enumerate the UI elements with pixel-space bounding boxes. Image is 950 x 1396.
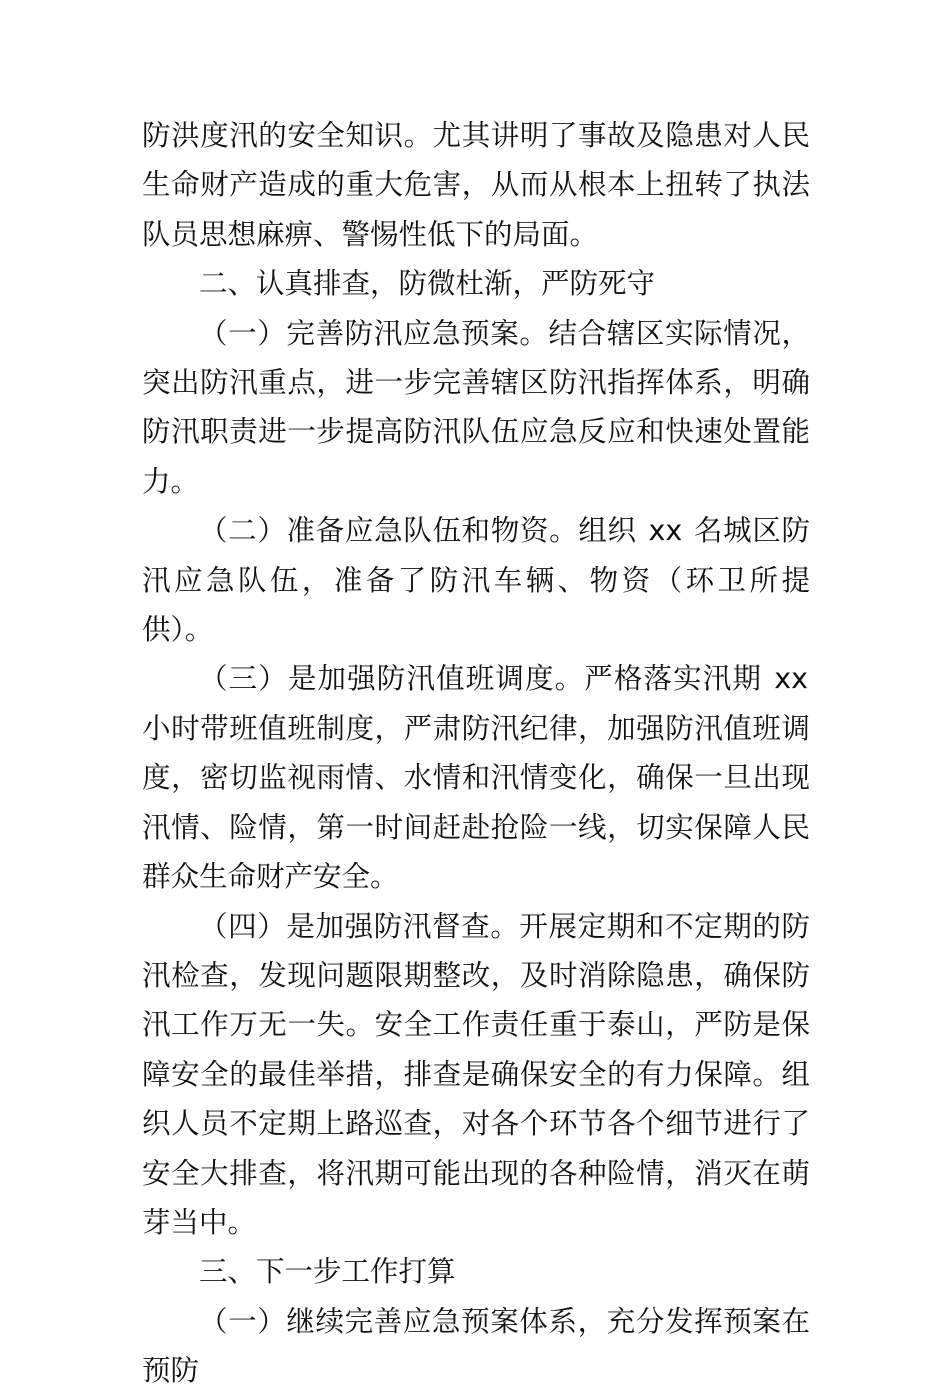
para-2-2: （二）准备应急队伍和物资。组织 xx 名城区防汛应急队伍，准备了防汛车辆、物资（环卫所提供）。: [142, 514, 811, 647]
para-3-1: （一）继续完善应急预案体系，充分发挥预案在预防: [142, 1304, 810, 1388]
redacted-placeholder: xx: [648, 514, 683, 548]
heading-section-three: 三、下一步工作打算: [199, 1255, 456, 1289]
para-2-3: （三）是加强防汛值班调度。严格落实汛期 xx 小时带班值班制度，严肃防汛纪律，加强防汛值班调度，密切监视雨情、水情和汛情变化，确保一旦出现汛情、险情，第一时间赶赴抢险一线，切实保障人民群众生命财产安全。: [142, 662, 810, 894]
para-2-4: （四）是加强防汛督查。开展定期和不定期的防汛检查，发现问题限期整改，及时消除隐患，确保防汛工作万无一失。安全工作责任重于泰山，严防是保障安全的最佳举措，排查是确保安全的有力保障。组织人员不定期上路巡查，对各个环节各个细节进行了安全大排查，将汛期可能出现的各种险情，消灭在萌芽当中。: [142, 909, 810, 1239]
para-2-1: （一）完善防汛应急预案。结合辖区实际情况，突出防汛重点，进一步完善辖区防汛指挥体系，明确防汛职责进一步提高防汛队伍应急反应和快速处置能力。: [142, 316, 810, 498]
redacted-placeholder: xx: [774, 662, 808, 696]
document-text-body: [142, 111, 810, 1396]
heading-section-two: 二、认真排查，防微杜渐，严防死守: [199, 267, 656, 301]
para-continuation-1: 防洪度汛的安全知识。尤其讲明了事故及隐患对人民生命财产造成的重大危害，从而从根本上扭转了执法队员思想麻痹、警惕性低下的局面。: [142, 119, 810, 251]
